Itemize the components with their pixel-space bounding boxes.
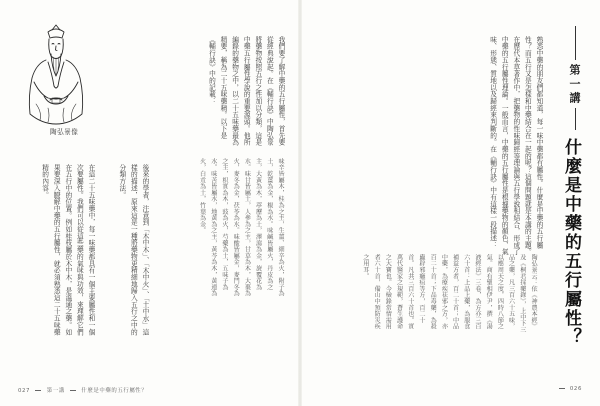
left-page-footer — [18, 386, 147, 394]
left-page-body-intro — [150, 36, 286, 146]
footer-divider — [35, 390, 41, 391]
portrait-caption: 陶弘景像 — [50, 128, 79, 136]
title-rule-top — [575, 26, 576, 60]
paragraph: 我們要了解中藥的五行屬性，首先要從經典說起。在《輔行訣》中陶弘景將藥物按照五行之性加以分類，這是中藥五行屬性學說的重要源頭。他所編錄的藥物之中，以二十五味藥最為精要，稱為二十五味藥精。以下是《輔行訣》中的記載： — [207, 36, 285, 146]
chapter-title: 什麼是中藥的五行屬性？ — [561, 138, 581, 347]
footer-chapter-title: 什麼是中藥的五行屬性？ — [81, 388, 148, 394]
right-page-footer — [556, 386, 582, 392]
right-page-quote-block — [345, 254, 539, 334]
paragraph: 熟悉中藥的朋友們都知道，每一味中藥都有屬性。什麼是中藥的五行屬性？而五行又是怎樣和中藥結合在一起的呢？這個問題就是本講的主題。在歷代本草著作中，把藥物的性味歸經等理論與五行學說相結合，形成了中藥的五行屬性理論。一般而言，中藥的五行屬性是根據藥物的顏色、氣味、形態、質地以及歸經來判斷的。在《輔行訣》中有這樣一段描述： — [488, 36, 543, 256]
quote-paragraph: 陶弘景云：依《神農本經》及《桐君採藥錄》，上中下三品之藥，凡三百六十五味，以應周天之度，四時八節之氣。商有聖相伊尹，撰《湯液經法》三卷，為方亦三百六十首：上品上藥，為服食補益方者，百二十首；中品中藥，為療疾祛邪之方，亦百二十首；下品毒藥，為殺蟲辟邪癰疽等方，百二十首。凡共三百六十首也。實萬代醫家之規範，蒼生護命之大寶也。今檢錄常情需用者六十首，備山中預防災疾之用耳。 — [361, 254, 537, 333]
footer-divider — [70, 390, 76, 391]
left-page-quote-block — [150, 158, 286, 298]
right-page-body — [330, 36, 544, 262]
right-page-number: 026 — [569, 386, 582, 392]
footer-divider — [559, 388, 565, 389]
paragraph: 後來的學者，注意到「木中木」、「木中火」、「土中水」這樣的描述，原來這是一種將藥物更精細地歸入五行之中的分類方法。 — [117, 164, 149, 336]
title-rule-middle — [575, 108, 576, 130]
left-page-body-middle — [90, 164, 150, 339]
paragraph: 在這二十五味藥中，每一味藥都具有一個主要屬性和一個次要屬性。我們可以從這些藥的氣味與功效，來理解它們在五行中的位置。例如桂枝屬於木中木，是溫通之藥。如果要深入瞭解中藥的五行屬性，就必須熟悉這二十五味藥精的內容。 — [40, 164, 95, 336]
portrait-illustration — [18, 24, 94, 132]
left-page-body-end — [8, 164, 96, 339]
quote-paragraph: 味辛皆屬木，桂為之主，生薑、細辛為火，附子為土，乾薑為金，椒為水。味鹹皆屬火，丹皮為之主，大黃為木，葶藶為土，澤瀉為金，旋覆花為水。味甘皆屬土，人參為之主，甘草為木，大棗為火，麥冬為金，茯苓為水。味酸皆屬金，麥門冬為之主，枳實為木，豉為火，芍藥為土，五味子為水。味苦皆屬水，地黃為之主，黃芩為木，黃連為火，白朮為土，竹葉為金。 — [198, 158, 284, 297]
left-page-number: 027 — [18, 388, 31, 394]
footer-lecture-label: 第一講 — [46, 388, 65, 394]
chapter-label: 第一講 — [568, 64, 581, 106]
